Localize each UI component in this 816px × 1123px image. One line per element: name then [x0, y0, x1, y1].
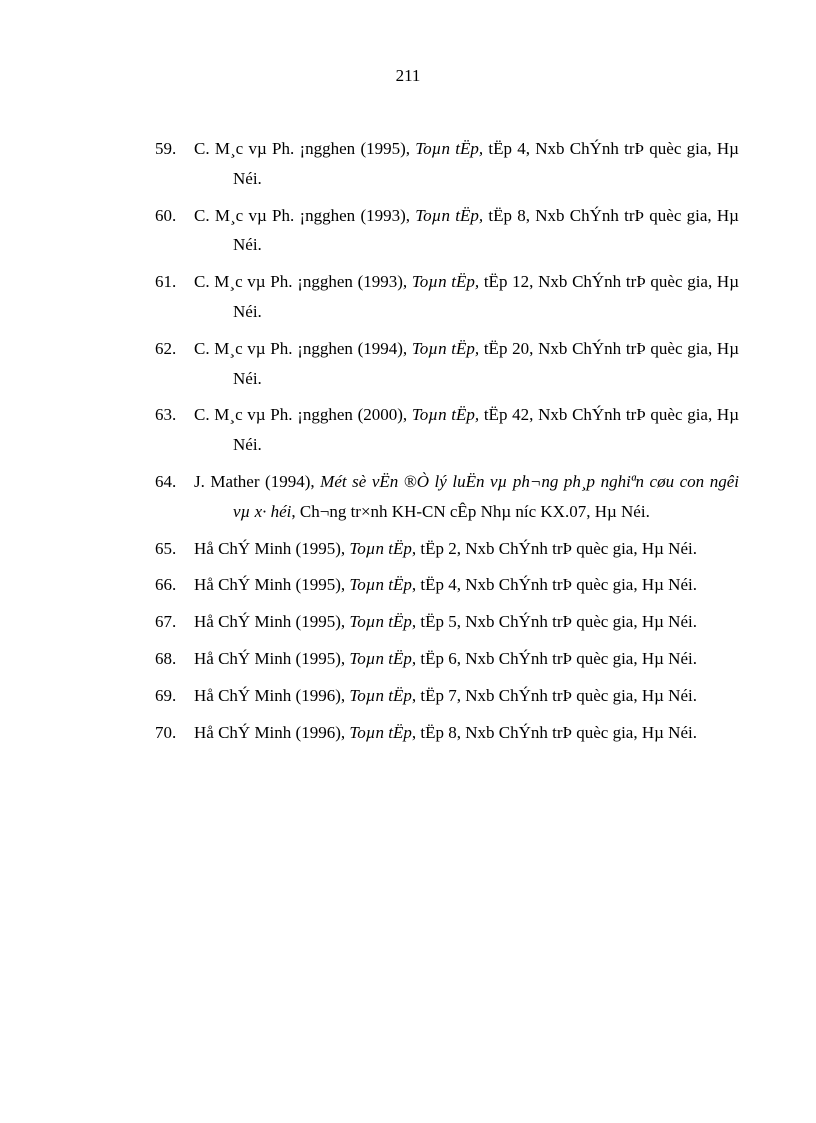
reference-author-year: Hå ChÝ Minh (1995), [194, 575, 350, 595]
reference-publisher: , Ch¬ng tr×nh KH-CN cÊp Nhµ níc KX.07, Hµ Néi. [291, 501, 650, 521]
reference-title: Toµn tËp [349, 538, 412, 558]
reference-author-year: Hå ChÝ Minh (1996), [194, 685, 350, 705]
reference-author-year: C. M¸c vµ Ph. ¡ngghen (1995), [194, 139, 416, 158]
reference-title: Toµn tËp [349, 722, 412, 742]
reference-publisher: , tËp 6, Nxb ChÝnh trÞ quèc gia, Hµ Néi. [411, 648, 697, 668]
reference-author-year: Hå ChÝ Minh (1995), [194, 648, 350, 668]
reference-title: Toµn tËp, [411, 405, 480, 425]
reference-item [155, 134, 739, 194]
reference-author-year: C. M¸c vµ Ph. ¡ngghen (1993), [194, 205, 416, 225]
reference-item [155, 201, 739, 261]
reference-title: Toµn tËp, [411, 338, 480, 358]
reference-number: 67. [155, 612, 177, 632]
reference-publisher: , tËp 2, Nxb ChÝnh trÞ quèc gia, Hµ Néi. [411, 538, 697, 558]
reference-number: 60. [155, 205, 177, 225]
reference-number: 66. [155, 575, 177, 595]
reference-author-year: J. Mather (1994), [194, 471, 321, 491]
reference-publisher: , tËp 4, Nxb ChÝnh trÞ quèc gia, Hµ Néi. [411, 575, 697, 595]
reference-number: 68. [155, 648, 177, 668]
reference-publisher: , tËp 7, Nxb ChÝnh trÞ quèc gia, Hµ Néi. [411, 685, 697, 705]
reference-number: 61. [155, 272, 177, 292]
reference-item [155, 718, 739, 748]
reference-number: 69. [155, 685, 177, 705]
reference-number: 70. [155, 722, 177, 742]
reference-list [155, 134, 739, 754]
reference-item [155, 607, 739, 637]
reference-title: Toµn tËp, [411, 272, 480, 292]
reference-item [155, 334, 739, 394]
reference-item [155, 644, 739, 674]
reference-number: 62. [155, 338, 177, 358]
page-number: 211 [395, 66, 421, 85]
reference-title: Mét sè vËn ®Ò lý luËn vµ ph¬ng ph¸p nghiªn cøu con ngêi vµ x· héi [233, 471, 739, 521]
reference-publisher: tËp 42, Nxb ChÝnh trÞ quèc gia, Hµ Néi. [233, 405, 739, 455]
reference-number: 65. [155, 538, 177, 558]
reference-title: Toµn tËp [349, 575, 412, 595]
reference-number: 64. [155, 471, 177, 491]
reference-author-year: C. M¸c vµ Ph. ¡ngghen (2000), [194, 405, 412, 425]
reference-title: Toµn tËp [349, 612, 412, 632]
reference-publisher: tËp 20, Nxb ChÝnh trÞ quèc gia, Hµ Néi. [233, 338, 739, 388]
reference-item [155, 534, 739, 564]
reference-number: 63. [155, 405, 177, 425]
reference-author-year: C. M¸c vµ Ph. ¡ngghen (1993), [194, 272, 412, 292]
reference-publisher: tËp 12, Nxb ChÝnh trÞ quèc gia, Hµ Néi. [233, 272, 739, 321]
reference-item [155, 681, 739, 711]
reference-title: Toµn tËp [349, 685, 412, 705]
reference-author-year: C. M¸c vµ Ph. ¡ngghen (1994), [194, 338, 412, 358]
reference-item [155, 467, 739, 527]
reference-title: Toµn tËp, [415, 139, 484, 158]
reference-author-year: Hå ChÝ Minh (1996), [194, 722, 350, 742]
reference-number: 59. [155, 139, 177, 158]
reference-item [155, 267, 739, 327]
reference-item [155, 400, 739, 460]
reference-publisher: , tËp 8, Nxb ChÝnh trÞ quèc gia, Hµ Néi. [411, 722, 697, 742]
reference-publisher: tËp 8, Nxb ChÝnh trÞ quèc gia, Hµ Néi. [233, 205, 739, 255]
reference-publisher: tËp 4, Nxb ChÝnh trÞ quèc gia, Hµ Néi. [233, 139, 739, 188]
reference-title: Toµn tËp [349, 648, 412, 668]
reference-title: Toµn tËp, [415, 205, 484, 225]
reference-publisher: , tËp 5, Nxb ChÝnh trÞ quèc gia, Hµ Néi. [411, 612, 697, 632]
reference-item [155, 570, 739, 600]
reference-author-year: Hå ChÝ Minh (1995), [194, 612, 350, 632]
reference-author-year: Hå ChÝ Minh (1995), [194, 538, 350, 558]
